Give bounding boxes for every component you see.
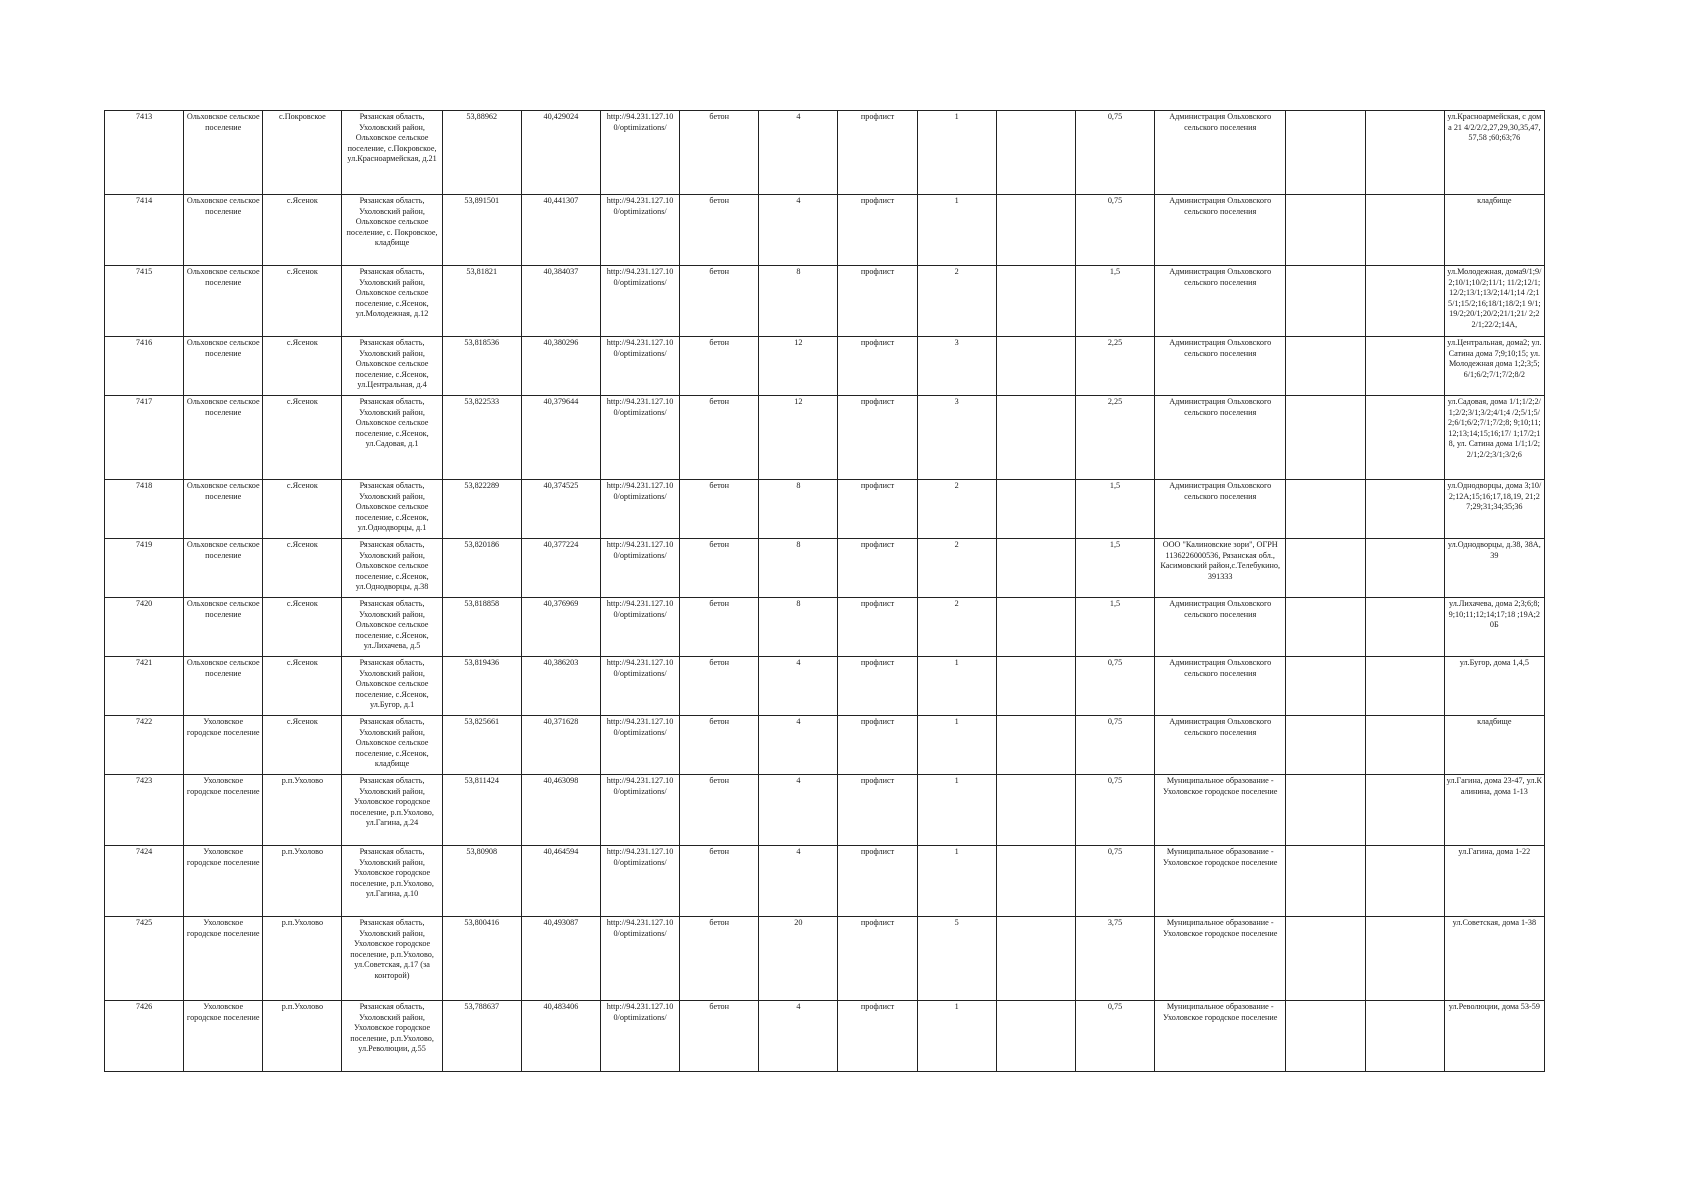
settlement-cell: Ольховское сельское поселение	[184, 539, 263, 598]
empty-cell	[1365, 111, 1444, 195]
locality-cell: р.п.Ухолово	[263, 775, 342, 846]
address-cell: Рязанская область, Ухоловский район, Ольховское сельское поселение, с.Ясенок, ул.Однодворцы, д.38	[342, 539, 442, 598]
surface-type-cell: бетон	[680, 1001, 759, 1072]
address-cell: Рязанская область, Ухоловский район, Ухоловское городское поселение, р.п.Ухолово, ул.Гагина, д.24	[342, 775, 442, 846]
longitude-cell: 40,376969	[521, 598, 600, 657]
longitude-cell: 40,379644	[521, 396, 600, 480]
empty-cell	[996, 195, 1075, 266]
longitude-cell: 40,483406	[521, 1001, 600, 1072]
row-number-cell: 7422	[105, 716, 184, 775]
fence-type-cell: профлист	[838, 775, 917, 846]
owner-cell: Администрация Ольховского сельского поселения	[1155, 337, 1286, 396]
area-cell: 12	[759, 396, 838, 480]
latitude-cell: 53,820186	[442, 539, 521, 598]
surface-type-cell: бетон	[680, 716, 759, 775]
settlement-cell: Ольховское сельское поселение	[184, 111, 263, 195]
empty-cell	[1286, 716, 1365, 775]
container-count-cell: 2	[917, 539, 996, 598]
longitude-cell: 40,493087	[521, 917, 600, 1001]
longitude-cell: 40,463098	[521, 775, 600, 846]
map-link-cell: http://94.231.127.10 0/optimizations/	[600, 657, 679, 716]
area-cell: 8	[759, 598, 838, 657]
surface-type-cell: бетон	[680, 337, 759, 396]
waste-sources-cell: ул.Однодворцы, д.38, 38А, 39	[1444, 539, 1544, 598]
empty-cell	[996, 111, 1075, 195]
empty-cell	[996, 1001, 1075, 1072]
table-body	[105, 111, 1545, 1072]
latitude-cell: 53,788637	[442, 1001, 521, 1072]
map-link-cell: http://94.231.127.10 0/optimizations/	[600, 195, 679, 266]
address-cell: Рязанская область, Ухоловский район, Ольховское сельское поселение, с.Ясенок, кладбище	[342, 716, 442, 775]
row-number-cell: 7416	[105, 337, 184, 396]
table-row	[105, 775, 1545, 846]
fence-type-cell: профлист	[838, 1001, 917, 1072]
owner-cell: ООО "Калиновские зори", ОГРН 1136226000536, Рязанская обл., Касимовский район,с.Телебукино, 391333	[1155, 539, 1286, 598]
empty-cell	[1286, 396, 1365, 480]
settlement-cell: Ольховское сельское поселение	[184, 657, 263, 716]
owner-cell: Муниципальное образование - Ухоловское городское поселение	[1155, 917, 1286, 1001]
container-count-cell: 1	[917, 716, 996, 775]
owner-cell: Администрация Ольховского сельского поселения	[1155, 111, 1286, 195]
surface-type-cell: бетон	[680, 195, 759, 266]
fence-type-cell: профлист	[838, 195, 917, 266]
longitude-cell: 40,377224	[521, 539, 600, 598]
waste-sources-cell: кладбище	[1444, 716, 1544, 775]
latitude-cell: 53,818858	[442, 598, 521, 657]
empty-cell	[1286, 1001, 1365, 1072]
latitude-cell: 53,891501	[442, 195, 521, 266]
settlement-cell: Ухоловское городское поселение	[184, 1001, 263, 1072]
settlement-cell: Ольховское сельское поселение	[184, 337, 263, 396]
volume-cell: 2,25	[1075, 337, 1154, 396]
address-cell: Рязанская область, Ухоловский район, Ольховское сельское поселение, с.Ясенок, ул.Центральная, д.4	[342, 337, 442, 396]
locality-cell: с.Ясенок	[263, 716, 342, 775]
empty-cell	[1365, 195, 1444, 266]
volume-cell: 0,75	[1075, 716, 1154, 775]
waste-sources-cell: ул.Молодежная, дома9/1;9/2;10/1;10/2;11/1; 11/2;12/1;12/2;13/1;13/2;14/1;14 /2;15/1;15/2;16;18/1;18/2;1 9/1;19/2;20/1;20/2;21/1;21/ 2;22/1;22/2;14А,	[1444, 266, 1544, 337]
area-cell: 8	[759, 266, 838, 337]
row-number-cell: 7415	[105, 266, 184, 337]
volume-cell: 0,75	[1075, 846, 1154, 917]
empty-cell	[996, 337, 1075, 396]
area-cell: 8	[759, 539, 838, 598]
waste-sources-cell: ул.Бугор, дома 1,4,5	[1444, 657, 1544, 716]
latitude-cell: 53,88962	[442, 111, 521, 195]
locality-cell: с.Ясенок	[263, 598, 342, 657]
container-count-cell: 2	[917, 480, 996, 539]
owner-cell: Администрация Ольховского сельского поселения	[1155, 657, 1286, 716]
locality-cell: с.Ясенок	[263, 539, 342, 598]
area-cell: 8	[759, 480, 838, 539]
fence-type-cell: профлист	[838, 480, 917, 539]
fence-type-cell: профлист	[838, 266, 917, 337]
settlement-cell: Ухоловское городское поселение	[184, 716, 263, 775]
volume-cell: 1,5	[1075, 480, 1154, 539]
address-cell: Рязанская область, Ухоловский район, Ольховское сельское поселение, с.Ясенок, ул.Молодежная, д.12	[342, 266, 442, 337]
surface-type-cell: бетон	[680, 396, 759, 480]
surface-type-cell: бетон	[680, 480, 759, 539]
area-cell: 4	[759, 195, 838, 266]
empty-cell	[1286, 111, 1365, 195]
owner-cell: Муниципальное образование - Ухоловское городское поселение	[1155, 846, 1286, 917]
surface-type-cell: бетон	[680, 266, 759, 337]
container-count-cell: 1	[917, 657, 996, 716]
latitude-cell: 53,818536	[442, 337, 521, 396]
empty-cell	[1286, 337, 1365, 396]
locality-cell: р.п.Ухолово	[263, 1001, 342, 1072]
volume-cell: 1,5	[1075, 539, 1154, 598]
table-row	[105, 396, 1545, 480]
container-count-cell: 1	[917, 846, 996, 917]
map-link-cell: http://94.231.127.10 0/optimizations/	[600, 775, 679, 846]
row-number-cell: 7418	[105, 480, 184, 539]
settlement-cell: Ольховское сельское поселение	[184, 266, 263, 337]
waste-sources-cell: ул.Гагина, дома 1-22	[1444, 846, 1544, 917]
map-link-cell: http://94.231.127.10 0/optimizations/	[600, 539, 679, 598]
volume-cell: 0,75	[1075, 775, 1154, 846]
table-row	[105, 716, 1545, 775]
settlement-cell: Ольховское сельское поселение	[184, 598, 263, 657]
owner-cell: Администрация Ольховского сельского поселения	[1155, 480, 1286, 539]
longitude-cell: 40,464594	[521, 846, 600, 917]
address-cell: Рязанская область, Ухоловский район, Ухоловское городское поселение, р.п.Ухолово, ул.Революции, д.55	[342, 1001, 442, 1072]
map-link-cell: http://94.231.127.10 0/optimizations/	[600, 598, 679, 657]
empty-cell	[1286, 266, 1365, 337]
locality-cell: с.Ясенок	[263, 480, 342, 539]
latitude-cell: 53,825661	[442, 716, 521, 775]
owner-cell: Муниципальное образование - Ухоловское городское поселение	[1155, 1001, 1286, 1072]
owner-cell: Администрация Ольховского сельского поселения	[1155, 195, 1286, 266]
empty-cell	[996, 598, 1075, 657]
empty-cell	[996, 846, 1075, 917]
latitude-cell: 53,811424	[442, 775, 521, 846]
area-cell: 4	[759, 716, 838, 775]
area-cell: 4	[759, 846, 838, 917]
table-row	[105, 480, 1545, 539]
area-cell: 4	[759, 657, 838, 716]
empty-cell	[1365, 539, 1444, 598]
table-row	[105, 195, 1545, 266]
longitude-cell: 40,386203	[521, 657, 600, 716]
volume-cell: 0,75	[1075, 111, 1154, 195]
locality-cell: с.Покровское	[263, 111, 342, 195]
surface-type-cell: бетон	[680, 775, 759, 846]
table-row	[105, 598, 1545, 657]
fence-type-cell: профлист	[838, 657, 917, 716]
surface-type-cell: бетон	[680, 917, 759, 1001]
surface-type-cell: бетон	[680, 539, 759, 598]
latitude-cell: 53,819436	[442, 657, 521, 716]
empty-cell	[996, 657, 1075, 716]
locality-cell: р.п.Ухолово	[263, 917, 342, 1001]
address-cell: Рязанская область, Ухоловский район, Ольховское сельское поселение, с.Ясенок, ул.Лихачева, д.5	[342, 598, 442, 657]
surface-type-cell: бетон	[680, 598, 759, 657]
waste-sources-cell: кладбище	[1444, 195, 1544, 266]
latitude-cell: 53,80908	[442, 846, 521, 917]
settlement-cell: Ухоловское городское поселение	[184, 846, 263, 917]
longitude-cell: 40,374525	[521, 480, 600, 539]
map-link-cell: http://94.231.127.10 0/optimizations/	[600, 716, 679, 775]
locality-cell: с.Ясенок	[263, 657, 342, 716]
table-row	[105, 266, 1545, 337]
empty-cell	[1365, 598, 1444, 657]
container-count-cell: 5	[917, 917, 996, 1001]
table-row	[105, 657, 1545, 716]
surface-type-cell: бетон	[680, 657, 759, 716]
area-cell: 4	[759, 111, 838, 195]
fence-type-cell: профлист	[838, 598, 917, 657]
longitude-cell: 40,429024	[521, 111, 600, 195]
area-cell: 12	[759, 337, 838, 396]
volume-cell: 1,5	[1075, 598, 1154, 657]
waste-sources-cell: ул.Гагина, дома 23-47, ул.Калинина, дома 1-13	[1444, 775, 1544, 846]
container-count-cell: 1	[917, 1001, 996, 1072]
container-count-cell: 2	[917, 598, 996, 657]
settlement-cell: Ольховское сельское поселение	[184, 396, 263, 480]
table-row	[105, 337, 1545, 396]
empty-cell	[1286, 775, 1365, 846]
volume-cell: 0,75	[1075, 195, 1154, 266]
volume-cell: 1,5	[1075, 266, 1154, 337]
map-link-cell: http://94.231.127.10 0/optimizations/	[600, 1001, 679, 1072]
empty-cell	[1286, 480, 1365, 539]
row-number-cell: 7414	[105, 195, 184, 266]
empty-cell	[1286, 195, 1365, 266]
table-row	[105, 1001, 1545, 1072]
latitude-cell: 53,81821	[442, 266, 521, 337]
empty-cell	[1365, 846, 1444, 917]
address-cell: Рязанская область, Ухоловский район, Ольховское сельское поселение, с.Ясенок, ул.Садовая, д.1	[342, 396, 442, 480]
container-count-cell: 3	[917, 396, 996, 480]
longitude-cell: 40,380296	[521, 337, 600, 396]
locality-cell: р.п.Ухолово	[263, 846, 342, 917]
waste-sources-cell: ул.Советская, дома 1-38	[1444, 917, 1544, 1001]
latitude-cell: 53,822533	[442, 396, 521, 480]
empty-cell	[1365, 657, 1444, 716]
map-link-cell: http://94.231.127.10 0/optimizations/	[600, 111, 679, 195]
empty-cell	[1286, 539, 1365, 598]
empty-cell	[996, 539, 1075, 598]
owner-cell: Муниципальное образование - Ухоловское городское поселение	[1155, 775, 1286, 846]
address-cell: Рязанская область, Ухоловский район, Ухоловское городское поселение, р.п.Ухолово, ул.Советская, д.17 (за конторой)	[342, 917, 442, 1001]
owner-cell: Администрация Ольховского сельского поселения	[1155, 716, 1286, 775]
map-link-cell: http://94.231.127.10 0/optimizations/	[600, 917, 679, 1001]
owner-cell: Администрация Ольховского сельского поселения	[1155, 598, 1286, 657]
empty-cell	[1365, 775, 1444, 846]
waste-sources-cell: ул.Однодворцы, дома 3;10/2;12А;15;16;17,18,19, 21;27;29;31;34;35;36	[1444, 480, 1544, 539]
row-number-cell: 7417	[105, 396, 184, 480]
map-link-cell: http://94.231.127.10 0/optimizations/	[600, 846, 679, 917]
row-number-cell: 7420	[105, 598, 184, 657]
map-link-cell: http://94.231.127.10 0/optimizations/	[600, 337, 679, 396]
row-number-cell: 7423	[105, 775, 184, 846]
row-number-cell: 7419	[105, 539, 184, 598]
address-cell: Рязанская область, Ухоловский район, Ольховское сельское поселение, с.Ясенок, ул.Бугор, д.1	[342, 657, 442, 716]
map-link-cell: http://94.231.127.10 0/optimizations/	[600, 396, 679, 480]
longitude-cell: 40,371628	[521, 716, 600, 775]
area-cell: 20	[759, 917, 838, 1001]
map-link-cell: http://94.231.127.10 0/optimizations/	[600, 480, 679, 539]
address-cell: Рязанская область, Ухоловский район, Ольховское сельское поселение, с.Покровское, ул.Красноармейская, д.21	[342, 111, 442, 195]
empty-cell	[1286, 598, 1365, 657]
fence-type-cell: профлист	[838, 539, 917, 598]
empty-cell	[1365, 396, 1444, 480]
surface-type-cell: бетон	[680, 111, 759, 195]
map-link-cell: http://94.231.127.10 0/optimizations/	[600, 266, 679, 337]
empty-cell	[1365, 480, 1444, 539]
container-count-cell: 2	[917, 266, 996, 337]
empty-cell	[996, 396, 1075, 480]
address-cell: Рязанская область, Ухоловский район, Ухоловское городское поселение, р.п.Ухолово, ул.Гагина, д.10	[342, 846, 442, 917]
empty-cell	[1365, 716, 1444, 775]
empty-cell	[996, 775, 1075, 846]
table-row	[105, 917, 1545, 1001]
settlement-cell: Ухоловское городское поселение	[184, 775, 263, 846]
locality-cell: с.Ясенок	[263, 266, 342, 337]
longitude-cell: 40,441307	[521, 195, 600, 266]
fence-type-cell: профлист	[838, 716, 917, 775]
locality-cell: с.Ясенок	[263, 396, 342, 480]
waste-sources-cell: ул.Красноармейская, с дома 21 4/2/2/2,27,29,30,35,47,57,58 ;60;63;76	[1444, 111, 1544, 195]
empty-cell	[996, 917, 1075, 1001]
owner-cell: Администрация Ольховского сельского поселения	[1155, 266, 1286, 337]
area-cell: 4	[759, 775, 838, 846]
owner-cell: Администрация Ольховского сельского поселения	[1155, 396, 1286, 480]
row-number-cell: 7426	[105, 1001, 184, 1072]
container-count-cell: 1	[917, 111, 996, 195]
table-row	[105, 539, 1545, 598]
fence-type-cell: профлист	[838, 846, 917, 917]
waste-sources-cell: ул.Центральная, дома2; ул. Сатина дома 7;9;10;15; ул. Молодежная дома 1;2;3;5;6/1;6/2;7/1;7/2;8/2	[1444, 337, 1544, 396]
latitude-cell: 53,800416	[442, 917, 521, 1001]
volume-cell: 0,75	[1075, 657, 1154, 716]
container-count-cell: 1	[917, 195, 996, 266]
waste-sites-table	[104, 110, 1545, 1072]
waste-sources-cell: ул.Революции, дома 53-59	[1444, 1001, 1544, 1072]
empty-cell	[996, 480, 1075, 539]
settlement-cell: Ухоловское городское поселение	[184, 917, 263, 1001]
settlement-cell: Ольховское сельское поселение	[184, 195, 263, 266]
empty-cell	[1286, 917, 1365, 1001]
table-row	[105, 111, 1545, 195]
latitude-cell: 53,822289	[442, 480, 521, 539]
empty-cell	[1365, 917, 1444, 1001]
empty-cell	[1286, 657, 1365, 716]
row-number-cell: 7421	[105, 657, 184, 716]
empty-cell	[1365, 266, 1444, 337]
container-count-cell: 3	[917, 337, 996, 396]
table-row	[105, 846, 1545, 917]
address-cell: Рязанская область, Ухоловский район, Ольховское сельское поселение, с. Покровское, кладбище	[342, 195, 442, 266]
empty-cell	[1365, 337, 1444, 396]
empty-cell	[996, 716, 1075, 775]
container-count-cell: 1	[917, 775, 996, 846]
fence-type-cell: профлист	[838, 111, 917, 195]
fence-type-cell: профлист	[838, 337, 917, 396]
area-cell: 4	[759, 1001, 838, 1072]
surface-type-cell: бетон	[680, 846, 759, 917]
row-number-cell: 7425	[105, 917, 184, 1001]
empty-cell	[996, 266, 1075, 337]
empty-cell	[1365, 1001, 1444, 1072]
fence-type-cell: профлист	[838, 917, 917, 1001]
waste-sources-cell: ул.Лихачева, дома 2;3;6;8;9;10;11;12;14;17;18 ;19А;20Б	[1444, 598, 1544, 657]
locality-cell: с.Ясенок	[263, 337, 342, 396]
volume-cell: 3,75	[1075, 917, 1154, 1001]
address-cell: Рязанская область, Ухоловский район, Ольховское сельское поселение, с.Ясенок, ул.Однодворцы, д.1	[342, 480, 442, 539]
longitude-cell: 40,384037	[521, 266, 600, 337]
volume-cell: 2,25	[1075, 396, 1154, 480]
settlement-cell: Ольховское сельское поселение	[184, 480, 263, 539]
waste-sources-cell: ул.Садовая, дома 1/1;1/2;2/1;2/2;3/1;3/2;4/1;4 /2;5/1;5/2;6/1;6/2;7/1;7/2;8; 9;10;11;12;13;14;15;16;17/ 1;17/2;18, ул. Сатина дома 1/1;1/2;2/1;2/2;3/1;3/2;6	[1444, 396, 1544, 480]
fence-type-cell: профлист	[838, 396, 917, 480]
row-number-cell: 7413	[105, 111, 184, 195]
locality-cell: с.Ясенок	[263, 195, 342, 266]
empty-cell	[1286, 846, 1365, 917]
volume-cell: 0,75	[1075, 1001, 1154, 1072]
row-number-cell: 7424	[105, 846, 184, 917]
